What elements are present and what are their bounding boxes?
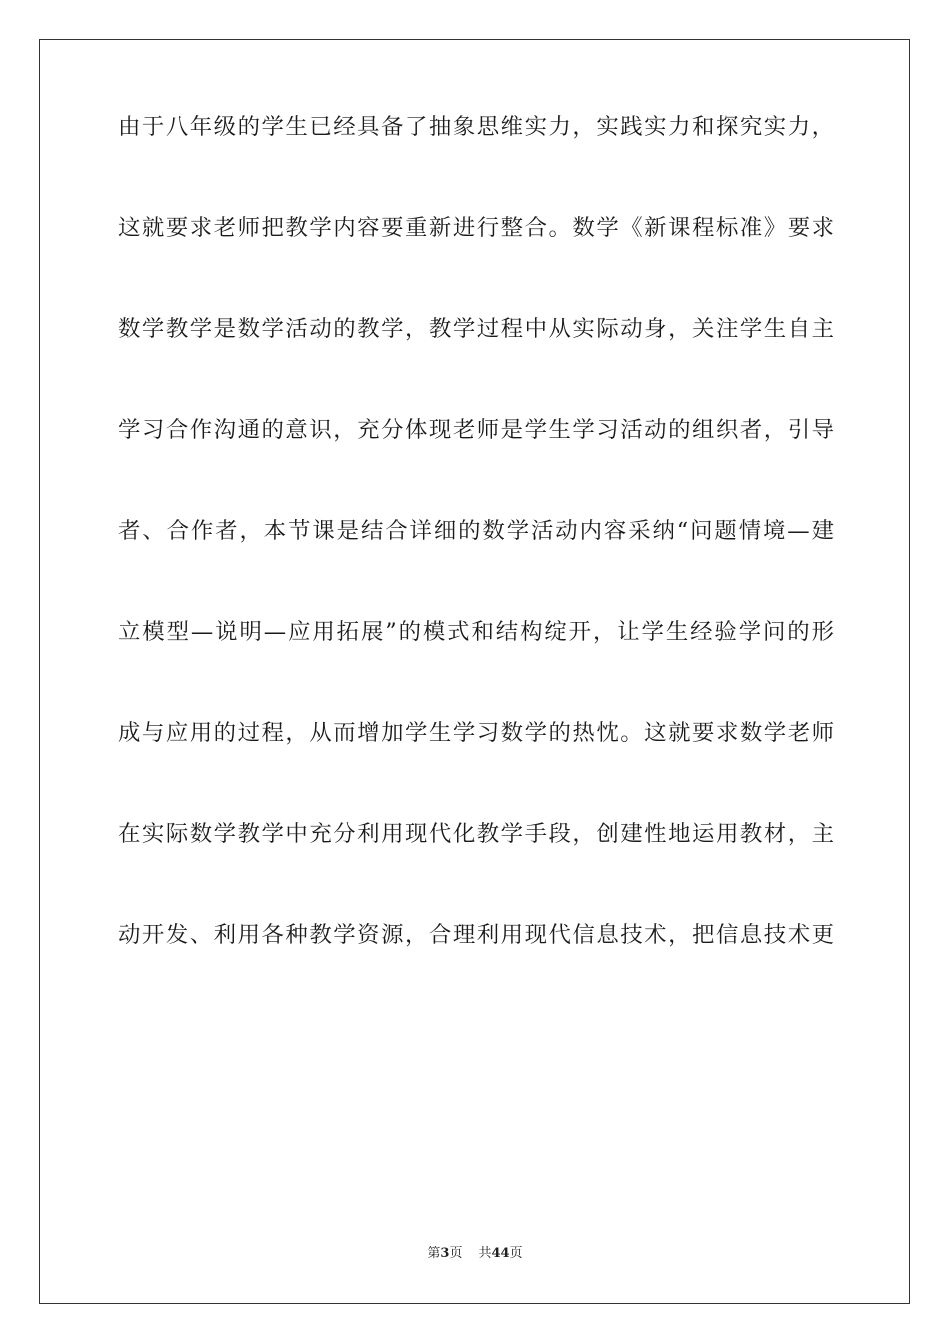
page-prefix: 第 xyxy=(427,1246,441,1261)
total-suffix: 页 xyxy=(509,1246,523,1261)
text-line: 这就要求老师把教学内容要重新进行整合。数学《新课程标准》要求 xyxy=(118,215,834,241)
total-prefix: 共 xyxy=(478,1246,492,1261)
page-footer xyxy=(0,1244,950,1264)
body-text xyxy=(118,114,834,1036)
text-line: 动开发、利用各种教学资源，合理利用现代信息技术，把信息技术更 xyxy=(118,922,834,948)
page-suffix: 页 xyxy=(449,1246,463,1261)
total-pages: 44 xyxy=(491,1246,510,1261)
text-line: 在实际数学教学中充分利用现代化教学手段，创建性地运用教材，主 xyxy=(118,821,834,847)
text-line: 学习合作沟通的意识，充分体现老师是学生学习活动的组织者，引导 xyxy=(118,417,834,443)
text-line: 由于八年级的学生已经具备了抽象思维实力，实践实力和探究实力， xyxy=(118,114,834,140)
text-line: 者、合作者，本节课是结合详细的数学活动内容采纳“问题情境—建 xyxy=(118,518,834,544)
text-line: 数学教学是数学活动的教学，教学过程中从实际动身，关注学生自主 xyxy=(118,316,834,342)
page-number: 3 xyxy=(440,1246,450,1261)
text-line: 立模型—说明—应用拓展”的模式和结构绽开，让学生经验学问的形 xyxy=(118,619,834,645)
text-line: 成与应用的过程，从而增加学生学习数学的热忱。这就要求数学老师 xyxy=(118,720,834,746)
